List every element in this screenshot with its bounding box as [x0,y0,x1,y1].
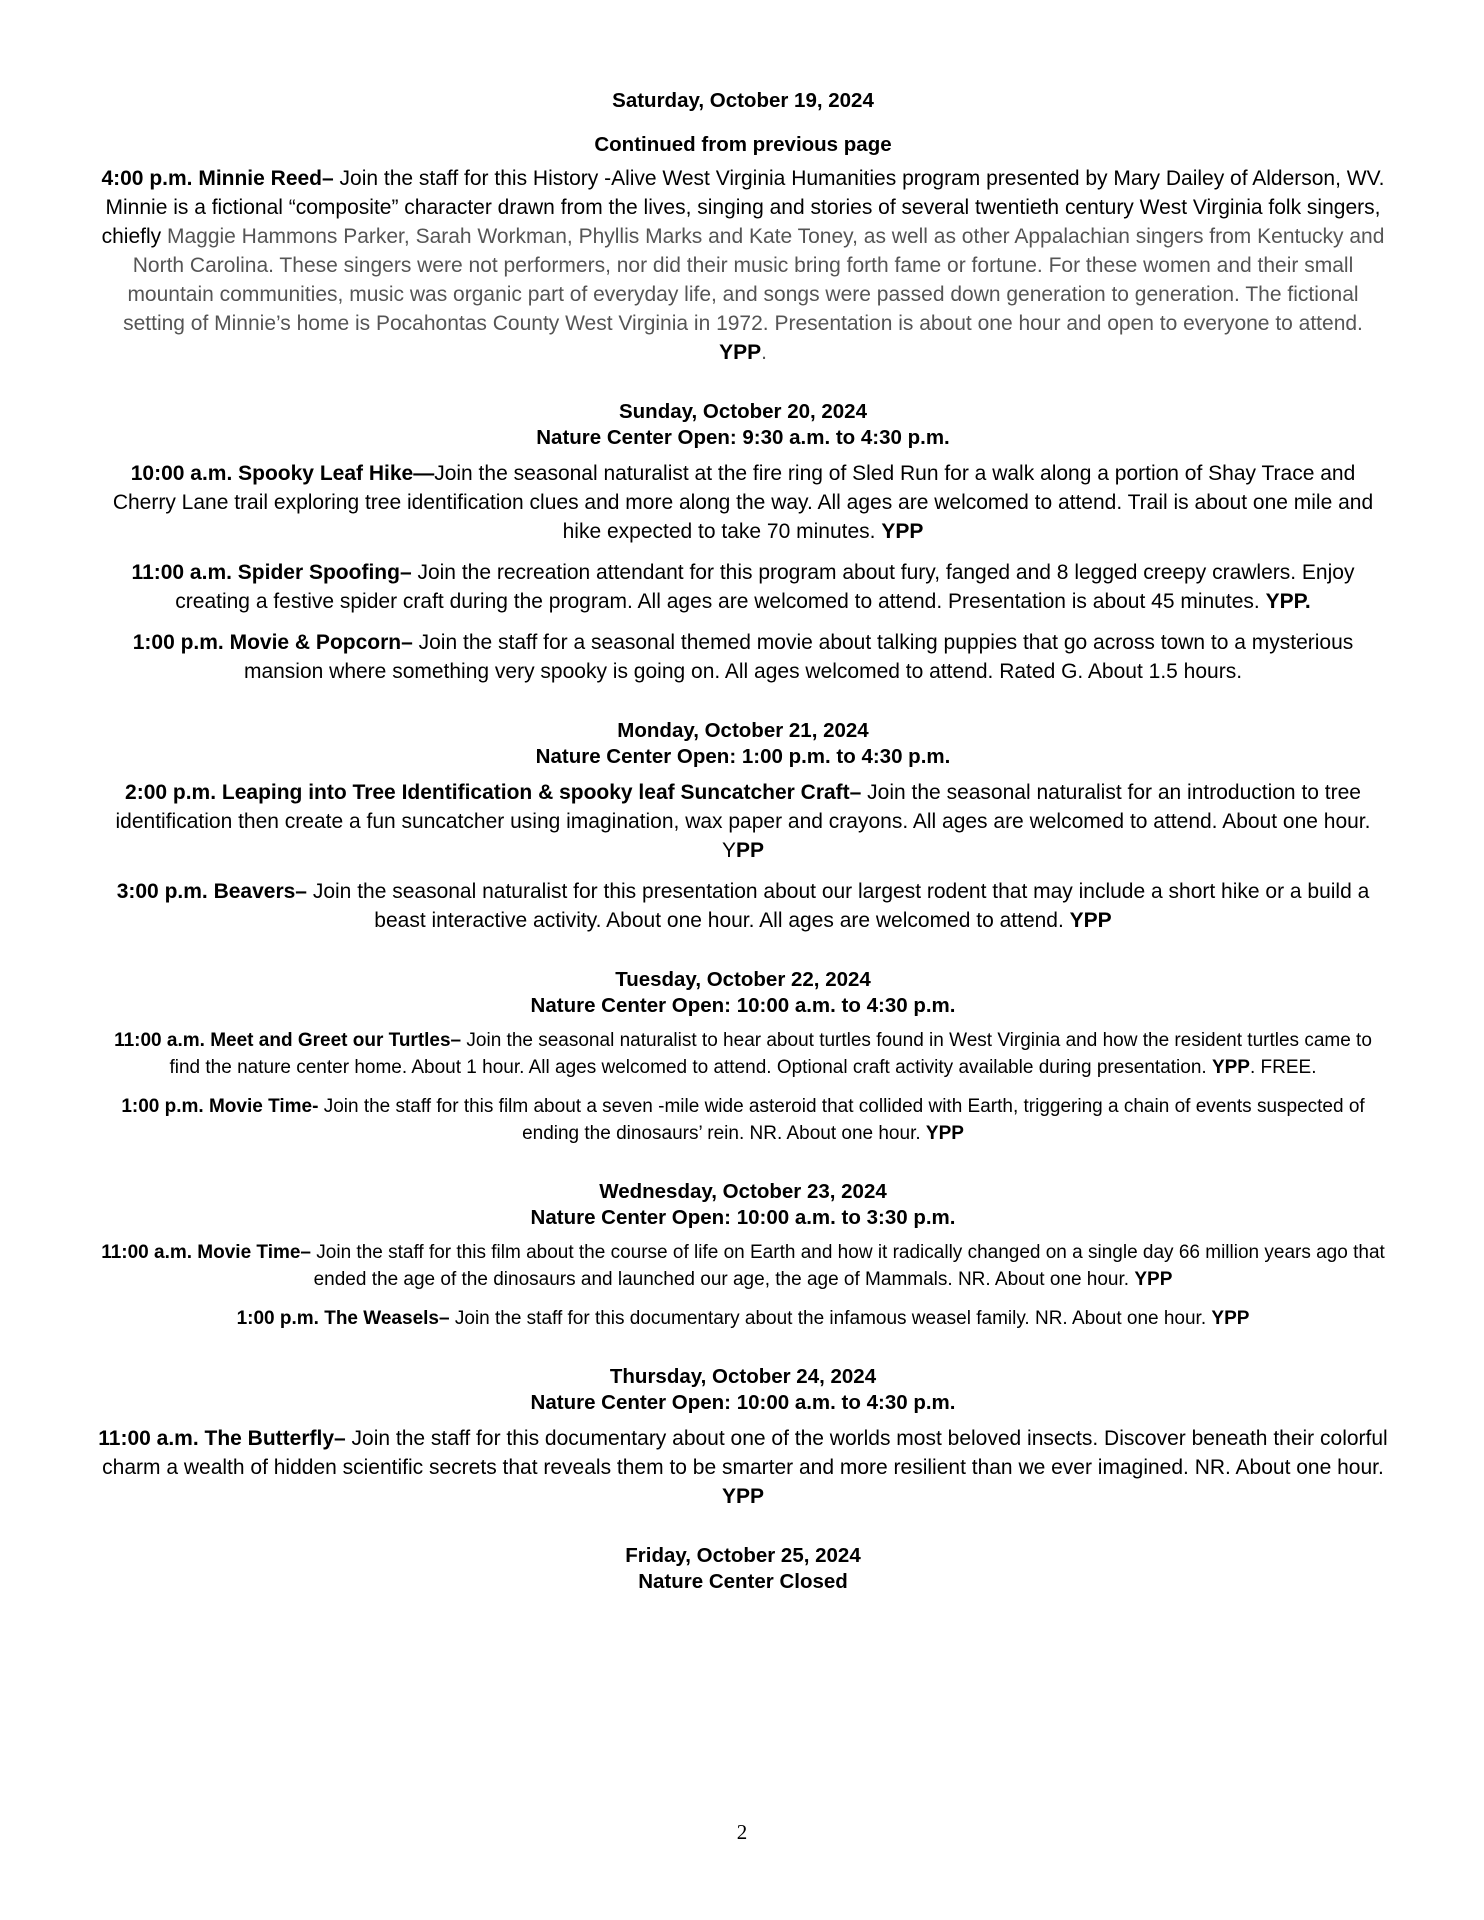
day-heading-monday: Monday, October 21, 2024 [617,719,869,742]
event-title: 3:00 p.m. Beavers– [116,880,307,903]
event-title: 11:00 a.m. Movie Time– [101,1242,312,1263]
event-title: 11:00 a.m. Meet and Greet our Turtles– [114,1030,462,1051]
event-weasels [98,1305,1388,1332]
event-body: Join the staff for this documentary about the infamous weasel family. NR. About one hour. [449,1308,1212,1329]
ypp-label: YPP [881,520,924,543]
event-butterfly [98,1424,1388,1511]
continued-note: Continued from previous page [594,133,892,156]
event-movie-time-life [98,1239,1388,1293]
hours-tuesday: Nature Center Open: 10:00 a.m. to 4:30 p.m. [530,994,956,1017]
event-body: Join the seasonal naturalist for this presentation about our largest rodent that may include a short hike or a build a beast interactive activity. About one hour. All ages are welcomed to attend. [307,880,1370,932]
day-heading-sunday: Sunday, October 20, 2024 [618,400,867,423]
hours-wednesday: Nature Center Open: 10:00 a.m. to 3:30 p.m. [530,1206,956,1229]
hours-sunday: Nature Center Open: 9:30 a.m. to 4:30 p.m. [536,426,950,449]
hours-monday: Nature Center Open: 1:00 p.m. to 4:30 p.m. [535,745,951,768]
event-body: Join the recreation attendant for this program about fury, fanged and 8 legged creepy crawlers. Enjoy creating a festive spider craft during the program. All ages are welcomed to attend. Presentation is about 45 minutes. [175,561,1355,613]
event-end: . [761,341,767,364]
event-movie-time-asteroid [98,1093,1388,1147]
day-heading-wednesday: Wednesday, October 23, 2024 [599,1180,887,1203]
day-heading-friday: Friday, October 25, 2024 [625,1544,861,1567]
event-body-continued: Maggie Hammons Parker, Sarah Workman, Phyllis Marks and Kate Toney, as well as other Appalachian singers from Kentucky and North Carolina. These singers were not performers, nor did their music bring forth fame or fortune. For these women and their small mountain communities, music was organic part of everyday life, and songs were passed down generation to generation. The fictional setting of Minnie’s home is Pocahontas County West Virginia in 1972. Presentation is about one hour and open to everyone to attend. [123,225,1385,335]
day-heading-saturday: Saturday, October 19, 2024 [612,89,874,112]
event-title: 11:00 a.m. The Butterfly– [98,1427,346,1450]
ypp-label: PP [736,839,765,862]
event-end: . FREE. [1249,1057,1317,1078]
event-body: Join the seasonal naturalist to hear about turtles found in West Virginia and how the resident turtles came to find the nature center home. About 1 hour. All ages welcomed to attend. Optional craft activity available during presentation. [169,1030,1372,1078]
day-heading-tuesday: Tuesday, October 22, 2024 [615,968,871,991]
event-title: 1:00 p.m. Movie Time- [121,1096,319,1117]
ypp-label: YPP [719,341,762,364]
ypp-label: YPP [721,1485,765,1508]
day-heading-thursday: Thursday, October 24, 2024 [609,1365,877,1388]
page-number: 2 [736,1820,748,1844]
ypp-label: YPP [1134,1269,1173,1290]
event-tree-identification [98,778,1388,865]
event-minnie-reed [98,164,1388,367]
event-body: Join the staff for this film about the course of life on Earth and how it radically changed on a single day 66 million years ago that ended the age of the dinosaurs and launched our age, the age of Mammals. NR. About one hour. [311,1242,1385,1290]
event-beavers [98,877,1388,935]
hours-thursday: Nature Center Open: 10:00 a.m. to 4:30 p.m. [530,1391,956,1414]
event-body: Join the staff for a seasonal themed movie about talking puppies that go across town to a mysterious mansion where something very spooky is going on. All ages welcomed to attend. Rated G. About 1.5 hours. [243,631,1354,683]
event-body: Join the staff for this documentary about one of the worlds most beloved insects. Discover beneath their colorful charm a wealth of hidden scientific secrets that reveals them to be smarter and more resilient than we ever imagined. NR. About one hour. [102,1427,1388,1479]
event-movie-popcorn [98,628,1388,686]
event-spider-spoofing [98,558,1388,616]
ypp-label: YPP [1069,909,1112,932]
ypp-label: YPP [1211,1057,1250,1078]
ypp-label: YPP. [1265,590,1311,613]
event-title: 11:00 a.m. Spider Spoofing– [131,561,412,584]
event-body: Join the seasonal naturalist at the fire ring of Sled Run for a walk along a portion of Shay Trace and Cherry Lane trail exploring tree identification clues and more along the way. All ages are welcomed to attend. Trail is about one mile and hike expected to take 70 minutes. [112,462,1374,543]
ypp-label: YPP [1211,1308,1250,1329]
event-title: 4:00 p.m. Minnie Reed– [101,167,334,190]
event-title: 2:00 p.m. Leaping into Tree Identification & spooky leaf Suncatcher Craft– [125,781,862,804]
event-body: Join the staff for this History -Alive West Virginia Humanities program presented by Mary Dailey of Alderson, WV. Minnie is a fictional “composite” character drawn from the lives, singing and stories of several twentieth century West Virginia folk singers, chiefly [101,167,1385,248]
event-title: 10:00 a.m. Spooky Leaf Hike— [130,462,435,485]
event-turtles [98,1027,1388,1081]
schedule-page [98,88,1388,1595]
event-title: 1:00 p.m. The Weasels– [236,1308,450,1329]
event-title: 1:00 p.m. Movie & Popcorn– [132,631,413,654]
event-body: Join the staff for this film about a seven -mile wide asteroid that collided with Earth, triggering a chain of events suspected of ending the dinosaurs’ rein. NR. About one hour. [318,1096,1365,1144]
event-body: Join the seasonal naturalist for an introduction to tree identification then create a fun suncatcher using imagination, wax paper and crayons. All ages are welcomed to attend. About one hour. Y [115,781,1371,862]
event-spooky-leaf-hike [98,459,1388,546]
hours-friday: Nature Center Closed [638,1570,848,1593]
ypp-label: YPP [925,1123,964,1144]
